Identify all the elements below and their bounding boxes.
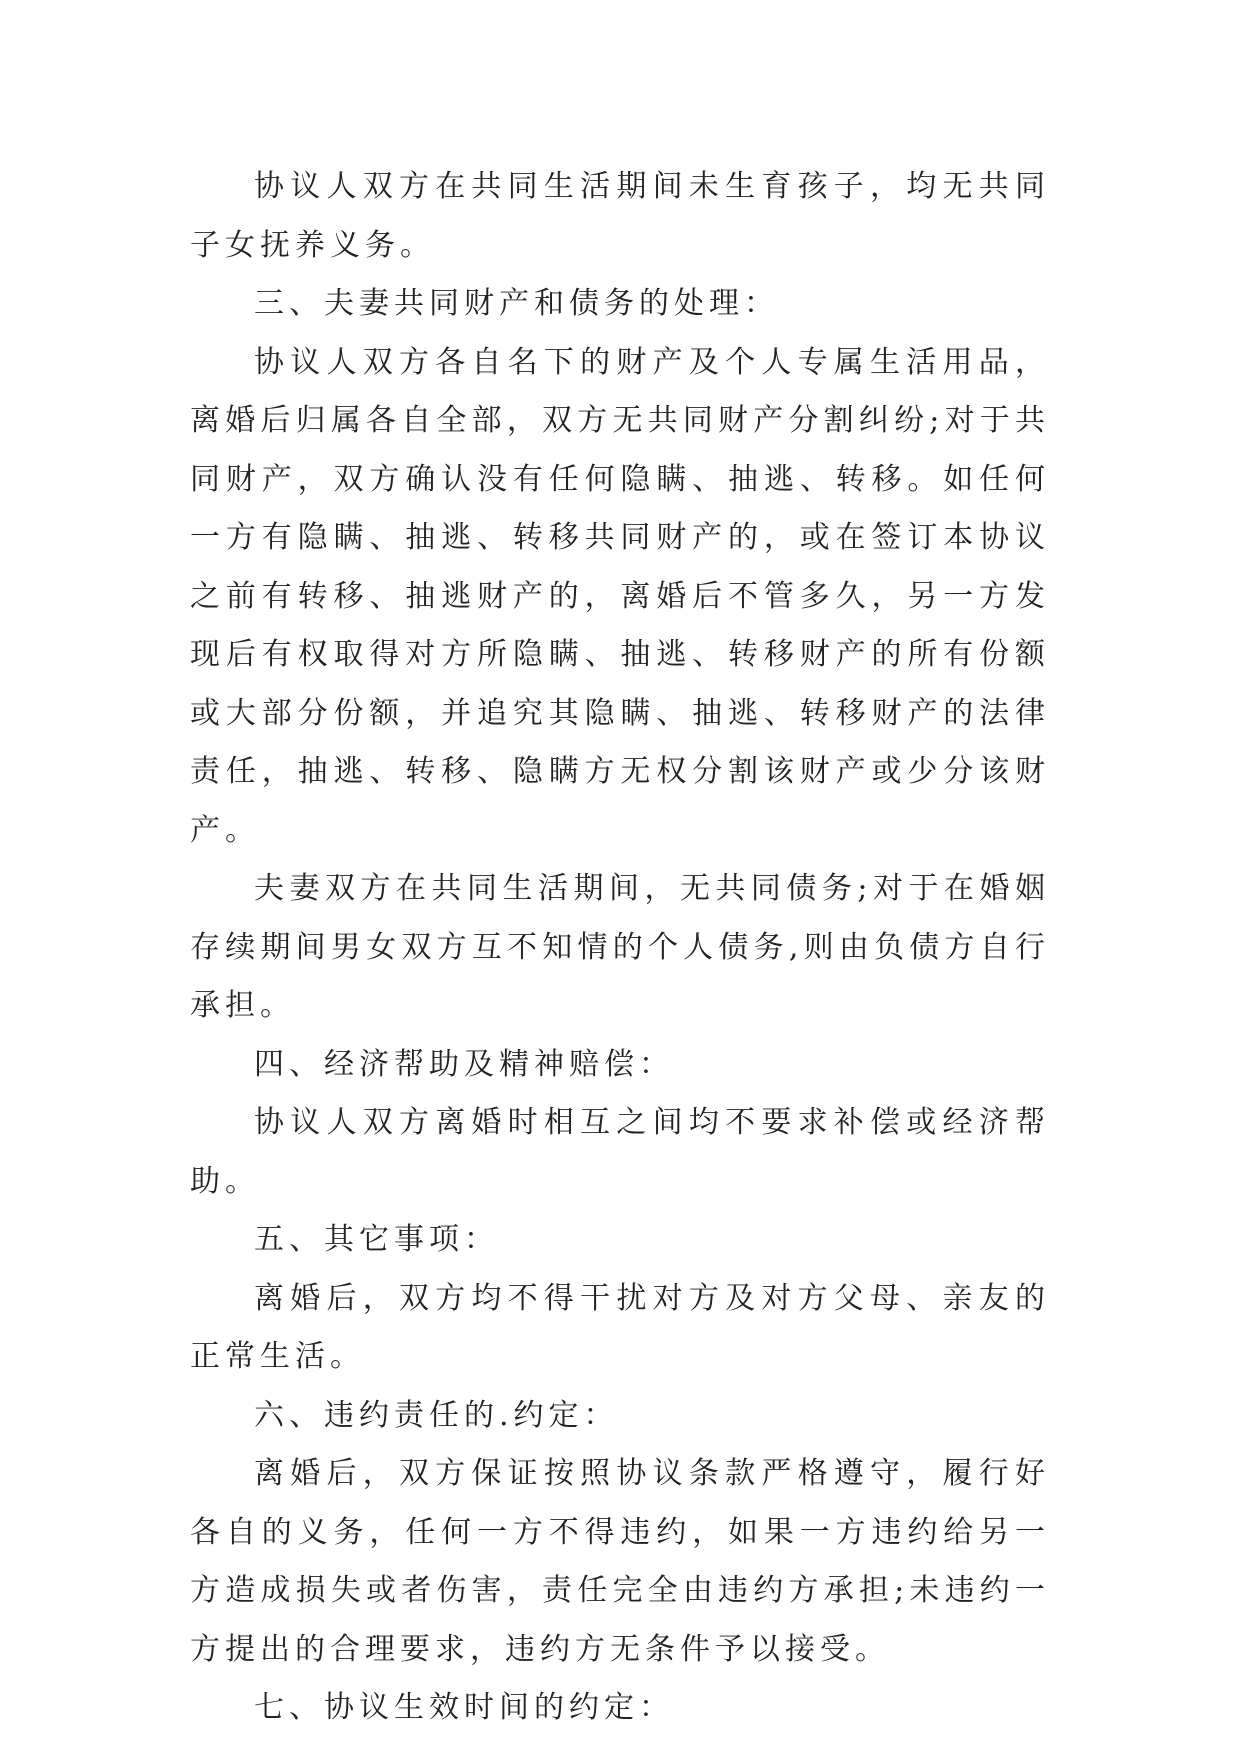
heading-section-6-breach: 六、违约责任的.约定： (254, 1397, 619, 1433)
heading-section-7-effective-date: 七、协议生效时间的约定： (254, 1690, 674, 1725)
paragraph-breach-liability: 离婚后，双方保证按照协议条款严格遵守，履行好各自的义务，任何一方不得违约，如果一方违约给另一方造成损失或者伤害，责任完全由违约方承担;未违约一方提出的合理要求，违约方无条件予以接受。 (190, 1456, 1050, 1667)
heading-section-3-property-debt: 三、夫妻共同财产和债务的处理： (254, 286, 779, 321)
paragraph-debts: 夫妻双方在共同生活期间，无共同债务;对于在婚姻存续期间男女双方互不知情的个人债务,则由负债方自行承担。 (190, 871, 1050, 1023)
paragraph-child-support: 协议人双方在共同生活期间未生育孩子，均无共同子女抚养义务。 (190, 169, 1050, 263)
heading-section-5-other-matters: 五、其它事项： (254, 1222, 499, 1257)
paragraph-property-division: 协议人双方各自名下的财产及个人专属生活用品，离婚后归属各自全部，双方无共同财产分割纠纷;对于共同财产，双方确认没有任何隐瞒、抽逃、转移。如任何一方有隐瞒、抽逃、转移共同财产的，或在签订本协议之前有转移、抽逃财产的，离婚后不管多久，另一方发现后有权取得对方所隐瞒、抽逃、转移财产的所有份额或大部分份额，并追究其隐瞒、抽逃、转移财产的法律责任，抽逃、转移、隐瞒方无权分割该财产或少分该财产。 (190, 344, 1050, 848)
document-body (190, 158, 1050, 1738)
paragraph-no-interference: 离婚后，双方均不得干扰对方及对方父母、亲友的正常生活。 (190, 1280, 1050, 1374)
paragraph-no-compensation: 协议人双方离婚时相互之间均不要求补偿或经济帮助。 (190, 1105, 1050, 1199)
heading-section-4-financial-help: 四、经济帮助及精神赔偿： (254, 1046, 674, 1082)
